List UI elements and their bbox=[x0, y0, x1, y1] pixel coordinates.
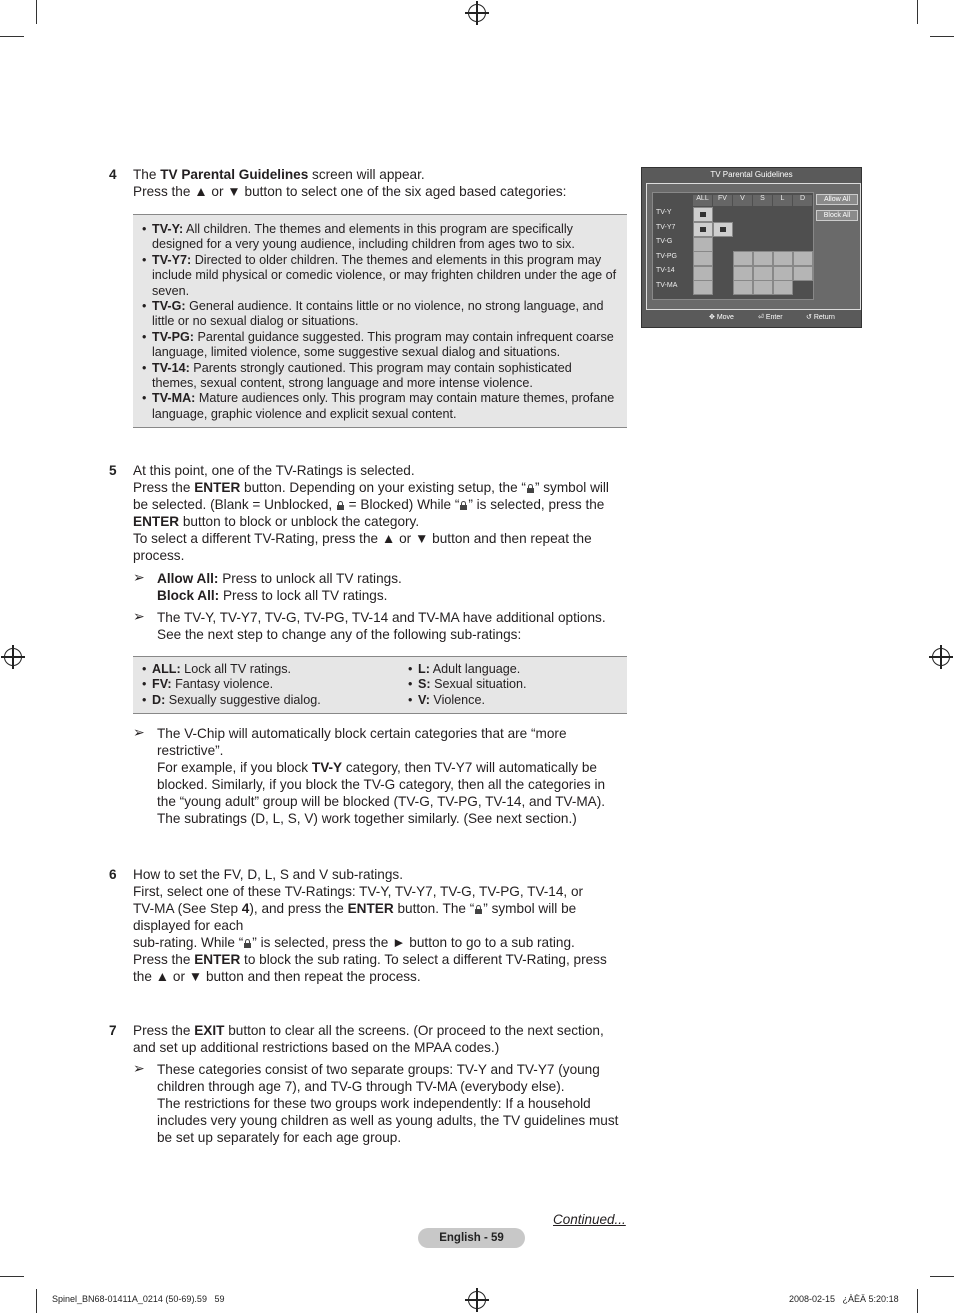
row-label: TV-MA bbox=[656, 282, 678, 289]
row-label: TV-Y7 bbox=[656, 224, 676, 231]
rating-cell[interactable] bbox=[733, 266, 753, 281]
list-item: • TV-PG: Parental guidance suggested. This program may contain infrequent coarse language, limited violence, some suggestive sexual dialog and situations. bbox=[142, 330, 620, 361]
row-label: TV-G bbox=[656, 238, 673, 245]
list-item: • D: Sexually suggestive dialog. bbox=[142, 693, 382, 708]
rating-cell[interactable] bbox=[713, 222, 733, 237]
step-number: 7 bbox=[109, 1023, 117, 1038]
crop-mark bbox=[917, 1289, 918, 1313]
list-item: • TV-Y: All children. The themes and elements in this program are specifically designed for a very young audience, including children from ages two to six. bbox=[142, 222, 620, 253]
crop-mark bbox=[917, 0, 918, 24]
rating-cell[interactable] bbox=[753, 251, 773, 266]
list-item: • TV-MA: Mature audiences only. This program may contain mature themes, profane language, graphic violence and explicit sexual content. bbox=[142, 391, 620, 422]
move-icon: ✥ bbox=[709, 314, 715, 321]
rating-cell[interactable] bbox=[693, 280, 713, 295]
row-label: TV-14 bbox=[656, 267, 675, 274]
registration-mark-icon bbox=[468, 4, 486, 22]
subratings-box bbox=[133, 656, 627, 714]
lock-icon bbox=[475, 905, 482, 914]
rating-cell[interactable] bbox=[693, 266, 713, 281]
block-all-button[interactable]: Block All bbox=[816, 210, 858, 221]
list-item: • TV-G: General audience. It contains little or no violence, no strong language, and little or no sexual dialog or situations. bbox=[142, 299, 620, 330]
column-header: L bbox=[773, 195, 792, 206]
lock-icon bbox=[337, 501, 344, 510]
column-header: S bbox=[753, 195, 772, 206]
vchip-note: The V-Chip will automatically block certain categories that are “more restrictive”. For example, if you block TV-Y category, then TV-Y7 will automatically be blocked. Similarly, if you block the TV-G category, then all the categories in the “young adult” group will be blocked (TV-G, TV-PG, TV-14, and TV-MA). The subratings (D, L, S, V) work together similarly. (See next section.) bbox=[157, 726, 606, 826]
rating-cell[interactable] bbox=[773, 266, 793, 281]
list-item: • ALL: Lock all TV ratings. bbox=[142, 662, 382, 677]
allow-all-button[interactable]: Allow All bbox=[816, 194, 858, 205]
ratings-list bbox=[142, 222, 620, 422]
ratings-box bbox=[133, 214, 627, 428]
crop-mark bbox=[36, 0, 37, 24]
enter-hint: ⏎ Enter bbox=[758, 314, 783, 321]
screen-title: TV Parental Guidelines bbox=[710, 170, 793, 179]
row-label: TV-Y bbox=[656, 209, 672, 216]
note-arrow-icon: ➢ bbox=[133, 1060, 145, 1076]
step-number: 5 bbox=[109, 463, 117, 478]
rating-cell[interactable] bbox=[693, 251, 713, 266]
registration-mark-icon bbox=[468, 1291, 486, 1309]
rating-cell[interactable] bbox=[773, 280, 793, 295]
column-header: FV bbox=[713, 195, 732, 206]
registration-mark-icon bbox=[932, 648, 950, 666]
rating-cell[interactable] bbox=[753, 266, 773, 281]
lock-icon bbox=[244, 939, 251, 948]
step-6-text: How to set the FV, D, L, S and V sub-ratings. First, select one of these TV-Ratings: TV-Y, TV-Y7, TV-G, TV-PG, TV-14, or TV-MA (See Step 4), and press the ENTER button. The “ ” symbol will be displayed for each sub-rating. While “ ” is selected, press the ► button to go to a sub rating. Press the ENTER to block the sub rating. To select a different TV-Rating, press the ▲ or ▼ button and then repeat the process. bbox=[133, 867, 607, 984]
step-7-text: Press the EXIT button to clear all the screens. (Or proceed to the next section, and set up additional restrictions based on the MPAA codes.) bbox=[133, 1023, 604, 1055]
crop-mark bbox=[930, 1276, 954, 1277]
list-item: • TV-14: Parents strongly cautioned. This program may contain sophisticated themes, sexual content, strong language and more intense violence. bbox=[142, 361, 620, 392]
rating-cell[interactable] bbox=[693, 222, 713, 237]
rating-cell[interactable] bbox=[693, 237, 713, 252]
return-icon: ↺ bbox=[806, 314, 812, 321]
registration-mark-icon bbox=[4, 648, 22, 666]
step-5-text: At this point, one of the TV-Ratings is selected. Press the ENTER button. Depending on your existing setup, the “ ” symbol will be selected. (Blank = Unblocked, = Blocked) While “ ” is selected, press the ENTER button to block or unblock the category. To select a different TV-Rating, press the ▲ or ▼ button and then repeat the process. bbox=[133, 463, 609, 563]
rating-cell[interactable] bbox=[793, 251, 813, 266]
rating-cell[interactable] bbox=[733, 251, 753, 266]
lock-icon bbox=[527, 484, 534, 493]
tv-parental-guidelines-screen bbox=[641, 167, 862, 328]
rating-cell[interactable] bbox=[793, 266, 813, 281]
subratings-left-list bbox=[142, 662, 382, 708]
list-item: • V: Violence. bbox=[408, 693, 608, 708]
list-item: • L: Adult language. bbox=[408, 662, 608, 677]
crop-mark bbox=[0, 1276, 24, 1277]
move-hint: ✥ Move bbox=[709, 314, 734, 321]
note-arrow-icon: ➢ bbox=[133, 724, 145, 740]
lock-icon bbox=[460, 501, 467, 510]
list-item: • FV: Fantasy violence. bbox=[142, 677, 382, 692]
print-slug-left: Spinel_BN68-01411A_0214 (50-69).59 59 bbox=[52, 1294, 225, 1304]
column-header: ALL bbox=[693, 195, 712, 206]
note-arrow-icon: ➢ bbox=[133, 569, 145, 585]
crop-mark bbox=[930, 36, 954, 37]
return-hint: ↺ Return bbox=[806, 314, 835, 321]
continued-label: Continued... bbox=[553, 1212, 626, 1227]
crop-mark bbox=[0, 36, 24, 37]
ratings-grid bbox=[652, 192, 814, 300]
rating-cell[interactable] bbox=[693, 207, 713, 222]
step-4-text: The TV Parental Guidelines screen will appear. Press the ▲ or ▼ button to select one of the six aged based categories: bbox=[133, 167, 567, 199]
note-arrow-icon: ➢ bbox=[133, 608, 145, 624]
step-number: 4 bbox=[109, 167, 117, 182]
additional-options-note: The TV-Y, TV-Y7, TV-G, TV-PG, TV-14 and TV-MA have additional options. See the next step to change any of the following sub-ratings: bbox=[157, 610, 606, 642]
groups-note: These categories consist of two separate groups: TV-Y and TV-Y7 (young children through age 7), and TV-G through TV-MA (everybody else). The restrictions for these two groups work independently: If a household includes very young children as well as young adults, the TV guidelines must be set up separately for each age group. bbox=[157, 1062, 619, 1145]
page-number-badge: English - 59 bbox=[418, 1228, 525, 1248]
crop-mark bbox=[36, 1289, 37, 1313]
rating-cell[interactable] bbox=[733, 280, 753, 295]
screen-panel bbox=[646, 183, 861, 310]
rating-cell[interactable] bbox=[773, 251, 793, 266]
list-item: • TV-Y7: Directed to older children. The themes and elements in this program may include mild physical or comedic violence, or may frighten children under the age of seven. bbox=[142, 253, 620, 299]
rating-cell[interactable] bbox=[753, 280, 773, 295]
column-header: D bbox=[793, 195, 812, 206]
list-item: • S: Sexual situation. bbox=[408, 677, 608, 692]
subratings-right-list bbox=[408, 662, 608, 708]
column-header: V bbox=[733, 195, 752, 206]
enter-icon: ⏎ bbox=[758, 314, 764, 321]
allow-block-note: Allow All: Press to unlock all TV ratings. Block All: Press to lock all TV ratings. bbox=[157, 571, 402, 603]
row-label: TV-PG bbox=[656, 253, 678, 260]
step-number: 6 bbox=[109, 867, 117, 882]
print-slug-right: 2008-02-15 ¿ÀÈÄ 5:20:18 bbox=[789, 1294, 899, 1304]
